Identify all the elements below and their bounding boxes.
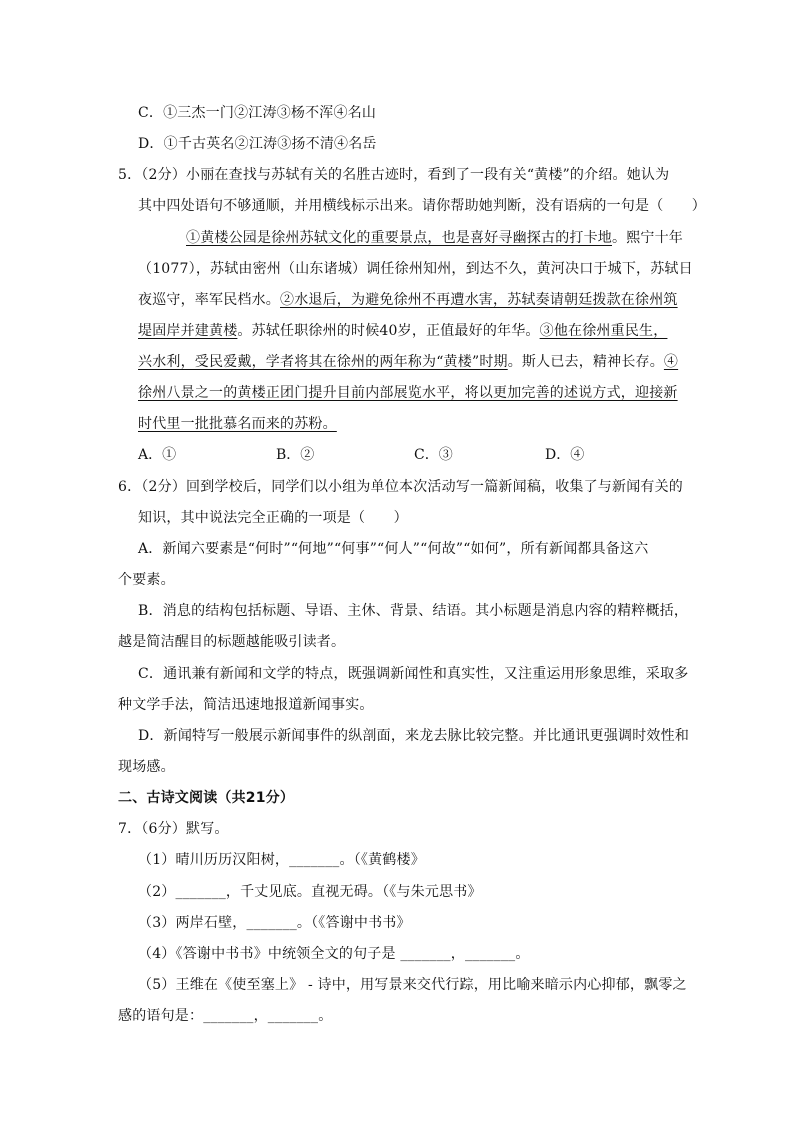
q5-underlined-sentence-4-part2: 徐州八景之一的黄楼正团门提升目前内部展览水平，将以更加完善的述说方式，迎接新 [138,385,678,401]
q4-option-d: D．①千古英名②江涛③扬不清④名岳 [138,136,377,152]
q6-option-b-line2: 越是简洁醒目的标题越能吸引读者。 [118,634,346,650]
section-heading: 二、古诗文阅读（共21分） [118,790,295,806]
q6-option-a-line2: 个要素。 [118,572,175,588]
q5-option-a: A．① [138,447,177,463]
q7-sub-2: （2）_______，千丈见底。直视无碍。（《与朱元思书》 [138,884,482,900]
q5-option-c: C．③ [414,447,453,463]
q7-sub-4: （4）《答谢中书书》中统领全文的句子是 _______，_______。 [138,946,530,962]
q4-option-c: C．①三杰一门②江涛③杨不浑④名山 [138,105,377,121]
q5-option-b: B．② [276,447,315,463]
q5-underlined-sentence-1: ①黄楼公园是徐州苏轼文化的重要景点，也是喜好寻幽探古的打卡地 [186,230,612,246]
q5-stem-line2: 其中四处语句不够通顺，并用横线标示出来。请你帮助她判断，没有语病的一句是（ ） [138,198,706,214]
q6-option-c-line1: C．通讯兼有新闻和文学的特点，既强调新闻性和真实性，又注重运用形象思维，采取多 [138,666,689,682]
q5-underlined-sentence-2-part2: 堤固岸并建黄楼 [138,323,238,339]
q6-option-c-line2: 种文学手法，简洁迅速地报道新闻事实。 [118,697,374,713]
q6-stem-line2: 知识，其中说法完全正确的一项是（ ） [138,510,408,526]
q5-passage-text: 。苏轼任职徐州的时候40岁，正值最好的年华。 [237,323,540,339]
q6-option-d-line1: D．新闻特写一般展示新闻事件的纵剖面，来龙去脉比较完整。并比通讯更强调时效性和 [138,728,690,744]
q6-stem-line1: 6．（2分）回到学校后，同学们以小组为单位本次活动写一篇新闻稿，收集了与新闻有关的 [118,479,684,495]
q7-sub-1: （1）晴川历历汉阳树，_______。（《黄鹤楼》 [138,852,425,868]
q5-passage-text: 。熙宁十年 [612,230,683,246]
q6-option-b-line1: B．消息的结构包括标题、导语、主休、背景、结语。其小标题是消息内容的精粹概括， [138,603,689,619]
q6-option-a-line1: A．新闻六要素是“何时”“何地”“何事”“何人”“何故”“如何”，所有新闻都具备这六 [138,541,649,557]
q5-underlined-sentence-2-part1: ②水退后，为避免徐州不再遭水害，苏轼奏请朝廷拨款在徐州筑 [280,292,678,308]
q7-sub-5-line1: （5）王维在《使至塞上》 - 诗中，用写景来交代行踪，用比喻来暗示内心抑郁，飘零之 [138,977,687,993]
q7-sub-3: （3）两岸石壁，_______。（《答谢中书书》 [138,915,411,931]
q5-stem-line1: 5．（2分）小丽在查找与苏轼有关的名胜古迹时，看到了一段有关“黄楼”的介绍。她认为 [118,167,670,183]
q5-underlined-sentence-3-part1: ③他在徐州重民生， [539,323,668,339]
q5-passage-line4 [138,321,667,341]
q5-underlined-sentence-4-part1: ④ [663,354,679,370]
q5-passage-line1 [186,228,683,248]
q5-passage-text: 。斯人已去，精神长存。 [507,354,664,370]
q5-passage-line3 [138,290,678,310]
q5-passage-text: 夜巡守，率军民档水。 [138,292,280,308]
q7-stem: 7．（6分）默写。 [118,821,229,837]
q5-option-d: D．④ [545,447,585,463]
q5-underlined-sentence-3-part2: 兴水利，受民爱戴，学者将其在徐州的两年称为“黄楼”时期 [138,354,508,370]
q5-underlined-sentence-4-part3: 时代里一批批慕名而来的苏粉。 [138,416,337,432]
q5-passage-line2: （1077），苏轼由密州（山东诸城）调任徐州知州，到达不久，黄河决口于城下，苏轼日 [138,261,693,277]
q6-option-d-line2: 现场感。 [118,759,175,775]
q7-sub-5-line2: 感的语句是：_______，_______。 [118,1008,333,1024]
q5-passage-line5 [138,352,678,372]
